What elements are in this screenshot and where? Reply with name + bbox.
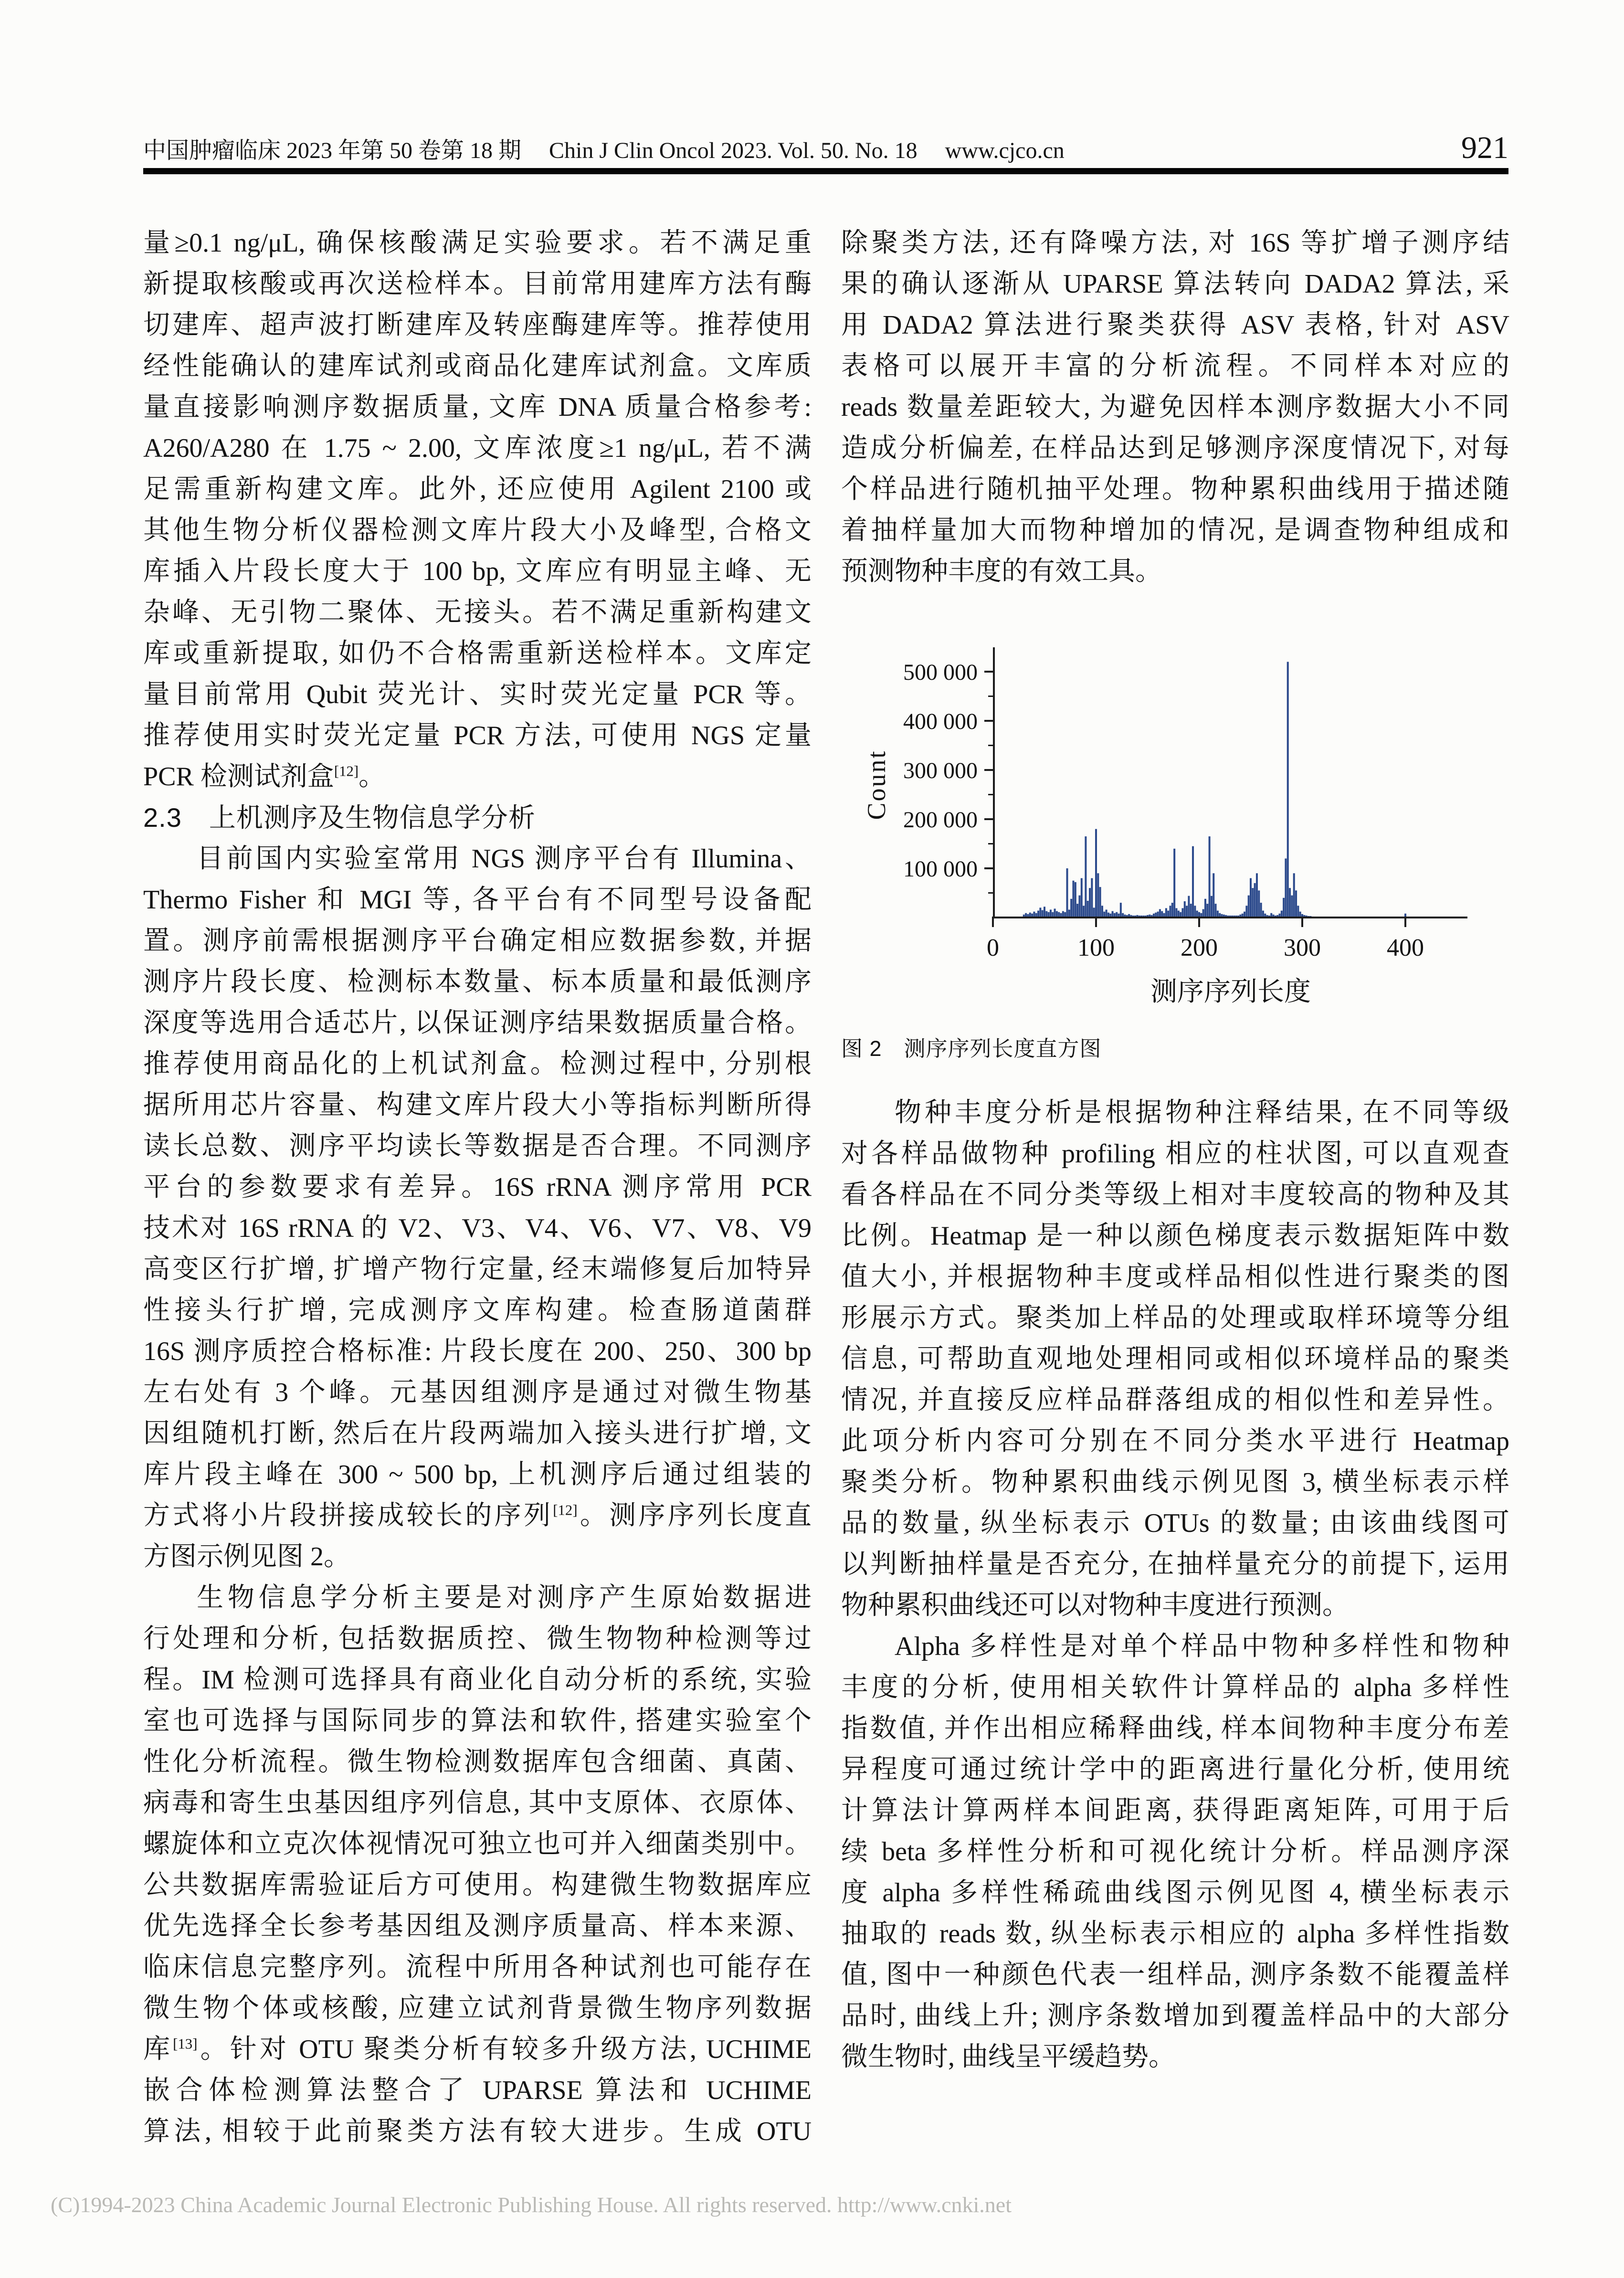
histogram-bar: [1293, 873, 1295, 918]
text-line: 果的确认逐渐从 UPARSE 算法转向 DADA2 算法, 采: [841, 269, 1509, 299]
histogram-bar: [1050, 910, 1052, 918]
text-line: 抽取的 reads 数, 纵坐标表示相应的 alpha 多样性指数: [841, 1919, 1509, 1949]
histogram-bar: [1085, 836, 1086, 918]
histogram-bar: [1171, 903, 1173, 918]
text-line: 深度等选用合适芯片, 以保证测序结果数据质量合格。: [143, 1008, 812, 1038]
text-line: 量目前常用 Qubit 荧光计、实时荧光定量 PCR 等。: [143, 680, 812, 709]
histogram-bar: [1209, 836, 1211, 918]
text-line: 读长总数、测序平均读长等数据是否合理。不同测序: [143, 1131, 812, 1161]
histogram-bar: [1254, 883, 1256, 918]
histogram-bar: [1245, 906, 1247, 918]
text-line: 临床信息完整序列。流程中所用各种试剂也可能存在: [143, 1952, 812, 1982]
text-line: 病毒和寄生虫基因组序列信息, 其中支原体、衣原体、: [143, 1788, 812, 1818]
histogram-bar: [1215, 904, 1217, 918]
footer-copyright: (C)1994-2023 China Academic Journal Electronic Publishing House. All rights reserved. http://www.cnki.net: [51, 2193, 1012, 2217]
text-line: 着抽样量加大而物种增加的情况, 是调查物种组成和: [841, 516, 1509, 545]
text-line: 16S 测序质控合格标准: 片段长度在 200、250、300 bp: [143, 1337, 812, 1366]
text-line: 品时, 曲线上升; 测序条数增加到覆盖样品中的大部分: [841, 2001, 1509, 2031]
text-line: 性接头行扩增, 完成测序文库构建。检查肠道菌群: [143, 1296, 812, 1325]
histogram-bar: [1170, 906, 1171, 918]
histogram-bar: [1095, 829, 1097, 918]
histogram-bar: [1112, 911, 1114, 918]
figure-2-histogram: [841, 592, 1509, 1012]
histogram-bar: [1068, 910, 1070, 918]
text-line: 物种丰度分析是根据物种注释结果, 在不同等级: [895, 1098, 1509, 1128]
text-line: 螺旋体和立克次体视情况可独立也可并入细菌类别中。: [143, 1829, 812, 1859]
text-line: 微生物个体或核酸, 应建立试剂背景微生物序列数据: [143, 1993, 812, 2023]
journal-website: www.cjco.cn: [945, 138, 1065, 163]
histogram-bar: [1091, 878, 1093, 918]
y-tick-label: 300 000: [903, 758, 978, 783]
histogram-bar: [1093, 907, 1095, 918]
x-tick-label: 0: [987, 934, 999, 961]
text-line: 行处理和分析, 包括数据质控、微生物物种检测等过: [143, 1624, 812, 1654]
histogram-bar: [1087, 901, 1089, 918]
text-line: 高变区行扩增, 扩增产物行定量, 经末端修复后加特异: [143, 1255, 812, 1284]
text-line: 用 DADA2 算法进行聚类获得 ASV 表格, 针对 ASV: [841, 310, 1509, 340]
text-line: 据所用芯片容量、构建文库片段大小等指标判断所得: [143, 1090, 812, 1120]
histogram-chart: [841, 592, 1509, 1012]
histogram-bar: [1190, 904, 1192, 918]
text-line: 库[13]。针对 OTU 聚类分析有较多升级方法, UCHIME: [143, 2035, 812, 2064]
text-line: 个样品进行随机抽平处理。物种累积曲线用于描述随: [841, 475, 1509, 504]
text-line: 推荐使用商品化的上机试剂盒。检测过程中, 分别根: [143, 1049, 812, 1079]
histogram-bar: [1192, 846, 1194, 918]
x-tick-label: 400: [1387, 934, 1424, 961]
x-tick-label: 300: [1284, 934, 1321, 961]
text-line: 推荐使用实时荧光定量 PCR 方法, 可使用 NGS 定量: [143, 721, 812, 750]
header-divider: [143, 168, 1508, 174]
histogram-bar: [1072, 881, 1074, 918]
text-line: reads 数量差距较大, 为避免因样本测序数据大小不同: [841, 392, 1509, 422]
histogram-bar: [1206, 904, 1208, 918]
text-line: 测序片段长度、检测标本数量、标本质量和最低测序: [143, 967, 812, 997]
histogram-bar: [1099, 887, 1101, 918]
histogram-bar: [1081, 878, 1083, 918]
histogram-bar: [1258, 890, 1260, 918]
text-line: 公共数据库需验证后方可使用。构建微生物数据库应: [143, 1870, 812, 1900]
text-line: 杂峰、无引物二聚体、无接头。若不满足重新构建文: [143, 598, 812, 627]
text-line: 置。测序前需根据测序平台确定相应数据参数, 并据: [143, 926, 812, 956]
histogram-bar: [1062, 911, 1064, 918]
figure-caption: 图 2 测序序列长度直方图: [841, 1036, 1102, 1061]
histogram-bar: [1167, 911, 1169, 918]
right-column-upper-text: [841, 222, 1509, 592]
page-number: 921: [1461, 130, 1508, 165]
histogram-bar: [1044, 907, 1045, 918]
text-line: 信息, 可帮助直观地处理相同或相似环境样品的聚类: [841, 1344, 1509, 1374]
histogram-bar: [1252, 888, 1254, 918]
text-line: 丰度的分析, 使用相关软件计算样品的 alpha 多样性: [841, 1673, 1509, 1702]
text-line: 方式将小片段拼接成较长的序列[12]。测序序列长度直: [143, 1501, 812, 1530]
text-line: Alpha 多样性是对单个样品中物种多样性和物种: [895, 1632, 1509, 1661]
histogram-bar: [1083, 906, 1085, 918]
histogram-bar: [1250, 878, 1252, 918]
text-line: 表格可以展开丰富的分析流程。不同样本对应的: [841, 351, 1509, 381]
text-line: 平台的参数要求有差异。16S rRNA 测序常用 PCR: [143, 1172, 812, 1202]
histogram-bar: [1295, 890, 1297, 918]
histogram-bar: [1101, 906, 1103, 918]
histogram-bar: [1075, 882, 1076, 918]
histogram-bar: [1178, 911, 1180, 918]
histogram-bar: [1213, 873, 1214, 918]
section-heading: 2.3 上机测序及生物信息学分析: [143, 802, 536, 833]
text-line: 以判断抽样量是否充分, 在抽样量充分的前提下, 运用: [841, 1550, 1509, 1579]
histogram-bar: [1204, 899, 1206, 918]
journal-title-en: Chin J Clin Oncol 2023. Vol. 50. No. 18: [549, 138, 917, 163]
text-line: 形展示方式。聚类加上样品的处理或取样环境等分组: [841, 1303, 1509, 1333]
text-line: 预测物种丰度的有效工具。: [841, 557, 1162, 586]
text-line: 品的数量, 纵坐标表示 OTUs 的数量; 由该曲线图可: [841, 1508, 1509, 1538]
text-line: 情况, 并直接反应样品群落组成的相似性和差异性。: [841, 1385, 1509, 1415]
text-line: 嵌合体检测算法整合了 UPARSE 算法和 UCHIME: [143, 2076, 812, 2105]
text-line: 性化分析流程。微生物检测数据库包含细菌、真菌、: [143, 1747, 812, 1777]
y-tick-label: 200 000: [903, 807, 978, 833]
reference-superscript: [12]: [334, 763, 359, 780]
x-tick-label: 100: [1077, 934, 1115, 961]
text-line: 优先选择全长参考基因组及测序质量高、样本来源、: [143, 1911, 812, 1941]
histogram-bar: [1054, 908, 1056, 918]
text-line: 比例。Heatmap 是一种以颜色梯度表示数据矩阵中数: [841, 1221, 1509, 1251]
histogram-bar: [1289, 888, 1291, 918]
x-tick-label: 200: [1181, 934, 1218, 961]
page-header: [143, 130, 1508, 166]
right-column-lower-text: [841, 1092, 1509, 2078]
text-line: 值大小, 并根据物种丰度或样品相似性进行聚类的图: [841, 1262, 1509, 1292]
histogram-bar: [1211, 896, 1213, 918]
text-line: 造成分析偏差, 在样品达到足够测序深度情况下, 对每: [841, 433, 1509, 463]
text-line: 其他生物分析仪器检测文库片段大小及峰型, 合格文: [143, 516, 812, 545]
text-line: 左右处有 3 个峰。元基因组测序是通过对微生物基: [143, 1378, 812, 1407]
y-tick-label: 500 000: [903, 660, 978, 685]
histogram-bar: [1078, 896, 1080, 918]
histogram-bar: [1066, 868, 1068, 918]
histogram-bar: [1159, 909, 1161, 918]
text-line: 足需重新构建文库。此外, 还应使用 Agilent 2100 或: [143, 475, 812, 504]
text-line: 度 alpha 多样性稀疏曲线图示例见图 4, 横坐标表示: [841, 1878, 1509, 1908]
text-line: 物种累积曲线还可以对物种丰度进行预测。: [841, 1591, 1349, 1620]
histogram-bar: [1196, 911, 1198, 918]
histogram-bar: [1056, 911, 1058, 918]
text-line: 除聚类方法, 还有降噪方法, 对 16S 等扩增子测序结: [841, 228, 1509, 258]
histogram-bar: [1217, 911, 1219, 918]
text-line: 方图示例见图 2。: [143, 1542, 350, 1571]
text-line: 聚类分析。物种累积曲线示例见图 3, 横坐标表示样: [841, 1467, 1509, 1497]
text-line: PCR 检测试剂盒[12]。: [143, 762, 386, 791]
text-line: 指数值, 并作出相应稀释曲线, 样本间物种丰度分布差: [841, 1714, 1509, 1743]
text-line: 此项分析内容可分别在不同分类水平进行 Heatmap: [841, 1426, 1509, 1456]
histogram-bar: [1037, 911, 1039, 918]
histogram-bar: [1039, 907, 1041, 918]
journal-title-cn: 中国肿瘤临床 2023 年第 50 卷第 18 期: [143, 138, 522, 163]
histogram-bar: [1120, 903, 1122, 918]
histogram-bar: [1181, 908, 1183, 918]
histogram-bar: [1194, 906, 1196, 918]
left-column: [143, 222, 812, 2152]
y-tick-label: 400 000: [903, 709, 978, 734]
histogram-bar: [1173, 849, 1175, 918]
histogram-bar: [1283, 898, 1285, 918]
histogram-bar: [1287, 662, 1289, 918]
text-line: 算法, 相较于此前聚类方法有较大进步。生成 OTU: [143, 2117, 812, 2146]
text-line: 经性能确认的建库试剂或商品化建库试剂盒。文库质: [143, 351, 812, 381]
text-line: 续 beta 多样性分析和可视化统计分析。样品测序深: [841, 1837, 1509, 1867]
text-line: 量直接影响测序数据质量, 文库 DNA 质量合格参考:: [143, 392, 812, 422]
reference-superscript: [12]: [553, 1502, 578, 1519]
y-tick-label: 100 000: [903, 856, 978, 882]
text-line: 值, 图中一种颜色代表一组样品, 测序条数不能覆盖样: [841, 1960, 1509, 1990]
text-line: 看各样品在不同分类等级上相对丰度较高的物种及其: [841, 1180, 1509, 1210]
x-axis-label: 测序序列长度: [1150, 977, 1311, 1007]
text-line: 切建库、超声波打断建库及转座酶建库等。推荐使用: [143, 310, 812, 340]
histogram-bar: [1202, 909, 1204, 918]
text-line: 程。IM 检测可选择具有商业化自动分析的系统, 实验: [143, 1665, 812, 1695]
text-line: 库或重新提取, 如仍不合格需重新送检样本。文库定: [143, 639, 812, 668]
text-line: 库片段主峰在 300 ~ 500 bp, 上机测序后通过组装的: [143, 1460, 812, 1489]
histogram-bar: [1184, 901, 1186, 918]
text-line: A260/A280 在 1.75 ~ 2.00, 文库浓度≥1 ng/μL, 若不满: [143, 433, 812, 463]
histogram-bar: [1097, 873, 1099, 918]
text-line: 生物信息学分析主要是对测序产生原始数据进: [197, 1583, 812, 1613]
histogram-bar: [1285, 858, 1287, 918]
histogram-bar: [1256, 873, 1258, 918]
text-line: 室也可选择与国际同步的算法和软件, 搭建实验室个: [143, 1706, 812, 1736]
text-line: 异程度可通过统计学中的距离进行量化分析, 使用统: [841, 1755, 1509, 1784]
histogram-bar: [1165, 908, 1167, 918]
histogram-bar: [1089, 888, 1091, 918]
text-line: 对各样品做物种 profiling 相应的柱状图, 可以直观查: [841, 1139, 1509, 1169]
text-line: 量≥0.1 ng/μL, 确保核酸满足实验要求。若不满足重: [143, 228, 812, 258]
text-line: Thermo Fisher 和 MGI 等, 各平台有不同型号设备配: [143, 885, 812, 915]
histogram-bar: [1042, 910, 1044, 918]
histogram-bar: [1260, 903, 1262, 918]
histogram-bar: [1106, 910, 1107, 918]
text-line: 库插入片段长度大于 100 bp, 文库应有明显主峰、无: [143, 557, 812, 586]
text-line: 微生物时, 曲线呈平缓趋势。: [841, 2042, 1175, 2072]
text-line: 新提取核酸或再次送检样本。目前常用建库方法有酶: [143, 269, 812, 299]
histogram-bar: [1291, 896, 1293, 918]
text-line: 技术对 16S rRNA 的 V2、V3、V4、V6、V7、V8、V9: [143, 1213, 812, 1243]
histogram-bar: [1281, 911, 1283, 918]
y-axis-label: Count: [862, 749, 891, 820]
right-column: [841, 222, 1509, 2078]
histogram-bar: [1175, 908, 1177, 918]
histogram-bar: [1070, 899, 1072, 918]
text-line: 计算法计算两样本间距离, 获得距离矩阵, 可用于后: [841, 1796, 1509, 1825]
text-line: 目前国内实验室常用 NGS 测序平台有 Illumina、: [197, 844, 812, 874]
histogram-bar: [1248, 896, 1250, 918]
histogram-bar: [1076, 904, 1078, 918]
reference-superscript: [13]: [173, 2035, 198, 2052]
histogram-bar: [1186, 906, 1188, 918]
histogram-bar: [1161, 911, 1163, 918]
histogram-bar: [1297, 906, 1299, 918]
histogram-bar: [1188, 896, 1190, 918]
text-line: 因组随机打断, 然后在片段两端加入接头进行扩增, 文: [143, 1419, 812, 1448]
histogram-bar: [1045, 911, 1047, 918]
histogram-bar: [1262, 911, 1264, 918]
